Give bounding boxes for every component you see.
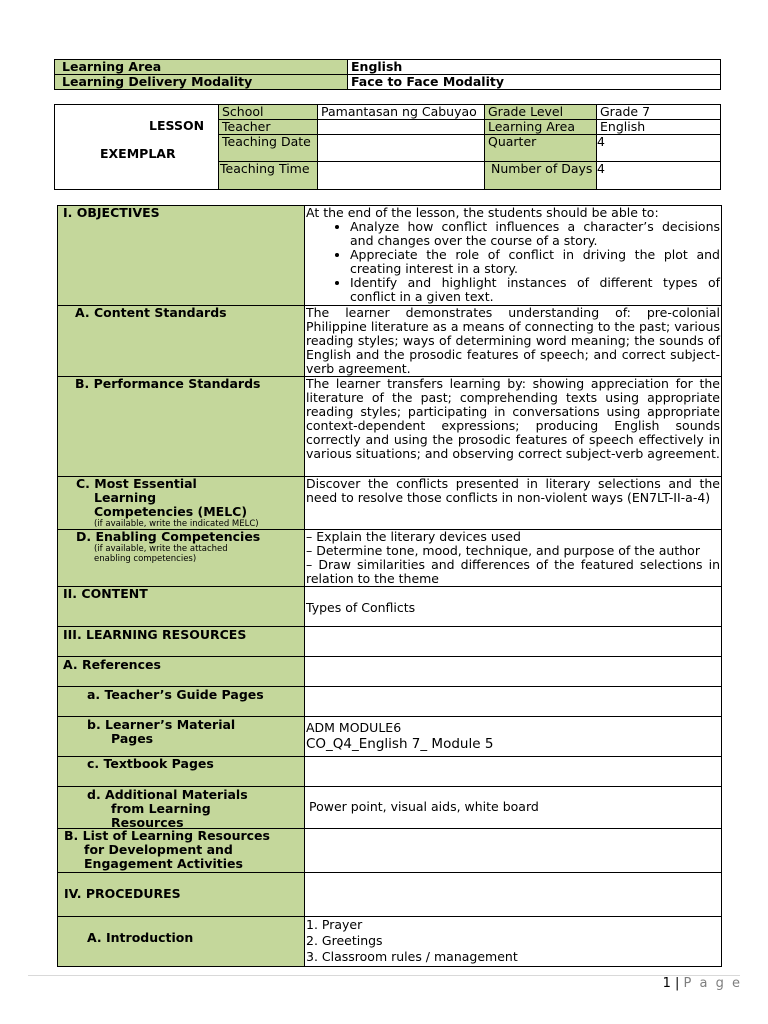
list-resources-line-2: for Development and (84, 842, 233, 857)
teaching-time-label: Teaching Time (218, 161, 318, 190)
enabling-note-2: enabling competencies) (94, 554, 197, 564)
list-resources-text (304, 828, 722, 873)
performance-standards-text: The learner transfers learning by: showing appreciation for the literature of the past; comprehending texts using appropriate reading styles; participating in conversations using appropriate context-dependent expressions; producing English sounds correctly and using the prosodic features of speech effectively in various situations; and observing correct subject-verb agreement. (304, 376, 722, 477)
melc-label-line-2: Learning (94, 490, 157, 505)
procedures-label: IV. PROCEDURES (57, 872, 305, 917)
introduction-item: 1. Prayer (306, 917, 363, 932)
learning-resources-text (304, 626, 722, 657)
teachers-guide-text (304, 686, 722, 717)
additional-label-line-1: d. Additional Materials (87, 787, 248, 802)
introduction-text (304, 916, 722, 967)
introduction-item: 3. Classroom rules / management (306, 949, 518, 964)
references-text (304, 656, 722, 687)
melc-note: (if available, write the indicated MELC) (94, 519, 259, 529)
enabling-item: – Determine tone, mood, technique, and purpose of the author (306, 543, 700, 558)
introduction-item: 2. Greetings (306, 933, 383, 948)
lesson-exemplar-title (54, 104, 219, 190)
school-value: Pamantasan ng Cabuyao (317, 104, 485, 120)
performance-standards-label: B. Performance Standards (57, 376, 305, 477)
teacher-value (317, 119, 485, 135)
additional-label-line-2: from Learning (111, 801, 211, 816)
page-footer (663, 976, 742, 991)
number-of-days-value: 4 (596, 161, 721, 190)
references-label: A. References (57, 656, 305, 687)
learning-resources-label: III. LEARNING RESOURCES (57, 626, 305, 657)
teachers-guide-label: a. Teacher’s Guide Pages (57, 686, 305, 717)
textbook-pages-text (304, 756, 722, 787)
teaching-date-label: Teaching Date (218, 134, 318, 162)
objective-item: • Identify and highlight instances of different types of conflict in a given text. (350, 276, 720, 304)
teaching-time-value (317, 161, 485, 190)
content-standards-text: The learner demonstrates understanding of: pre-colonial Philippine literature as a means of connecting to the past; various reading styles; ways of determining word meaning; the sounds of English and the prosodic features of speech; and correct subject-verb agreement. (306, 305, 720, 376)
footer-divider (28, 975, 740, 976)
objective-item: • Appreciate the role of conflict in driving the plot and creating interest in a story. (350, 248, 720, 276)
page-number: 1 (662, 976, 671, 991)
lm-text-line-1: ADM MODULE6 (306, 720, 402, 735)
grade-level-value: Grade 7 (596, 104, 721, 120)
objective-item: • Analyze how conflict influences a character’s decisions and changes over the course of a story. (350, 220, 720, 248)
content-label: II. CONTENT (57, 586, 305, 627)
objectives-list (306, 220, 720, 304)
learners-material-text (304, 716, 722, 757)
lm-text-line-2: CO_Q4_English 7_ Module 5 (306, 736, 494, 752)
enabling-note-1: (if available, write the attached (94, 544, 228, 554)
number-of-days-label: Number of Days (484, 161, 597, 190)
enabling-competencies-label (57, 529, 305, 587)
learning-area-label: Learning Area (54, 59, 348, 75)
additional-label-line-3: Resources (111, 815, 184, 829)
teacher-label: Teacher (218, 119, 318, 135)
enabling-item: – Draw similarities and differences of the featured selections in relation to the theme (306, 557, 720, 586)
delivery-modality-label: Learning Delivery Modality (54, 74, 348, 90)
title-line-1: LESSON (149, 118, 205, 133)
delivery-modality-value: Face to Face Modality (347, 74, 721, 90)
content-text: Types of Conflicts (304, 586, 722, 627)
info-learning-area-value: English (596, 119, 721, 135)
introduction-label: A. Introduction (57, 916, 305, 967)
info-learning-area-label: Learning Area (484, 119, 597, 135)
additional-materials-text: Power point, visual aids, white board (304, 786, 722, 829)
melc-text: Discover the conflicts presented in literary selections and the need to resolve those conflicts in non-violent ways (EN7LT-II-a-4) (304, 476, 722, 530)
procedures-text (304, 872, 722, 917)
page-word: P a g e (683, 976, 742, 991)
enabling-item: – Explain the literary devices used (306, 529, 521, 544)
quarter-label: Quarter (484, 134, 597, 162)
enabling-competencies-text (304, 529, 722, 587)
additional-materials-label (57, 786, 305, 829)
melc-label (57, 476, 305, 530)
quarter-value: 4 (596, 134, 721, 162)
melc-label-line-1: C. Most Essential (76, 476, 197, 491)
page-separator: | (675, 976, 680, 991)
objectives-intro: At the end of the lesson, the students should be able to: (306, 205, 659, 220)
list-resources-line-1: B. List of Learning Resources (64, 828, 270, 843)
grade-level-label: Grade Level (484, 104, 597, 120)
melc-label-line-3: Competencies (MELC) (94, 504, 248, 519)
school-label: School (218, 104, 318, 120)
enabling-label-text: D. Enabling Competencies (76, 529, 261, 544)
objectives-content (304, 205, 722, 306)
title-line-2: EXEMPLAR (100, 146, 176, 161)
learning-area-value: English (347, 59, 721, 75)
lm-label-line-2: Pages (111, 731, 154, 746)
lm-label-line-1: b. Learner’s Material (87, 717, 236, 732)
teaching-date-value (317, 134, 485, 162)
learners-material-label (57, 716, 305, 757)
objectives-label: I. OBJECTIVES (57, 205, 305, 306)
textbook-pages-label: c. Textbook Pages (57, 756, 305, 787)
list-resources-line-3: Engagement Activities (84, 856, 243, 871)
list-resources-label (57, 828, 305, 873)
content-standards-label: A. Content Standards (57, 305, 305, 377)
